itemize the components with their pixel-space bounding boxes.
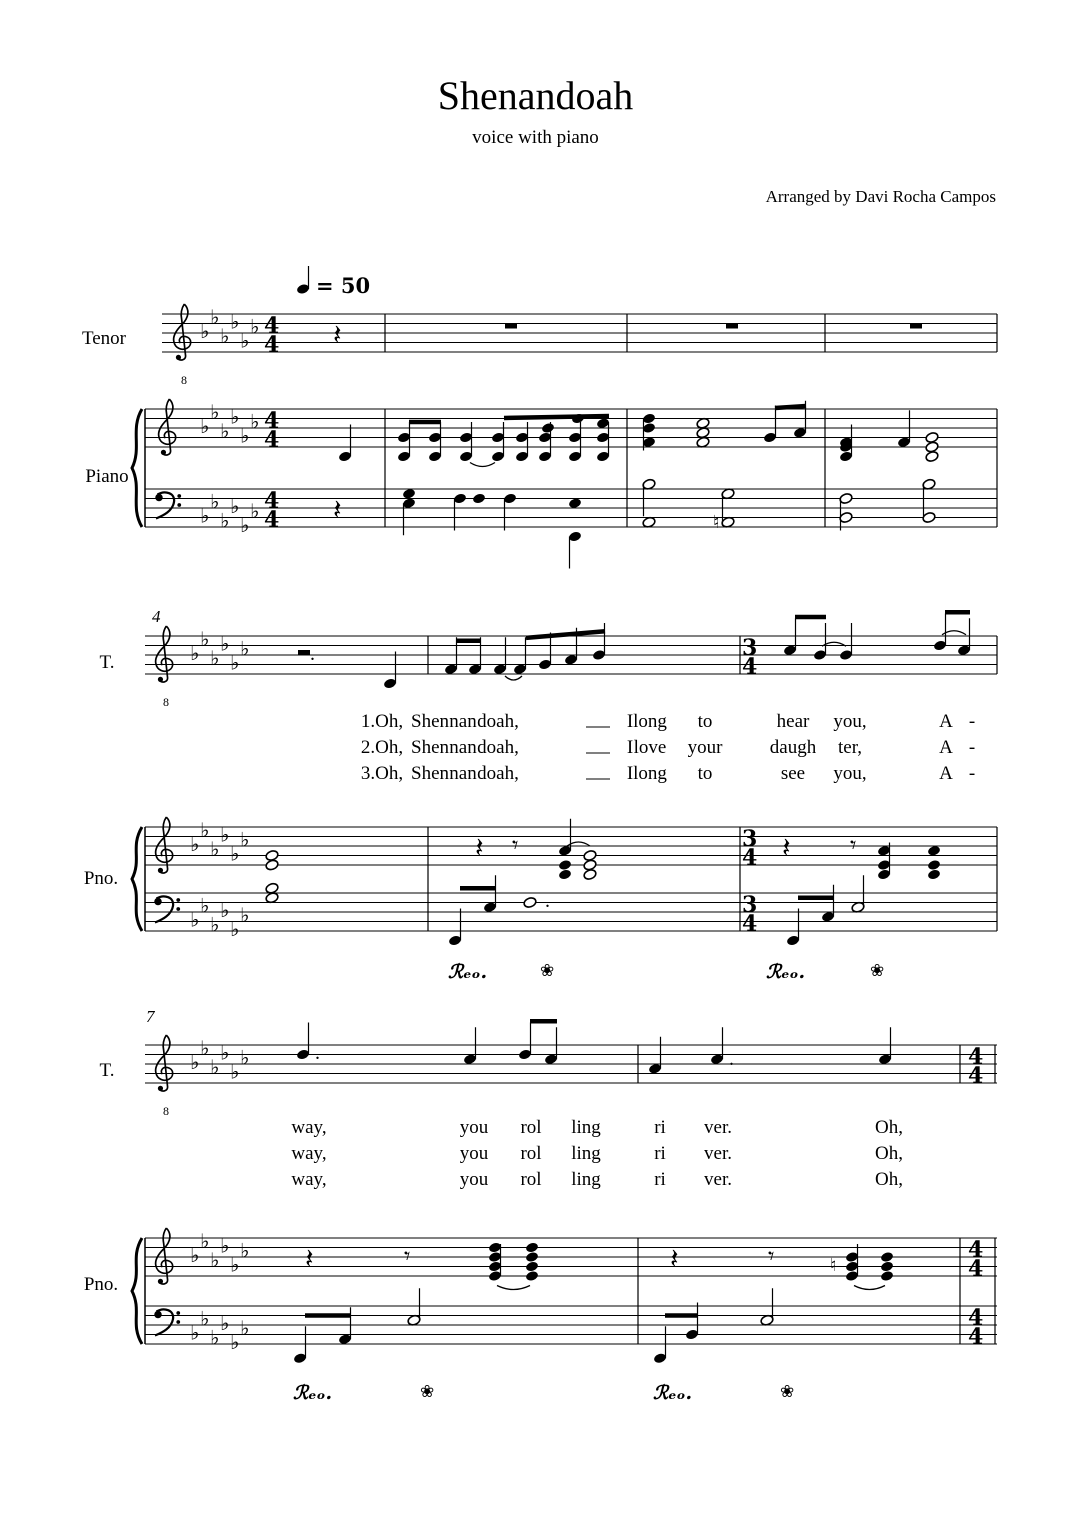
flat-accidental: ♭ — [240, 513, 250, 537]
quarter-rest: 𝄽 — [305, 1242, 314, 1275]
whole-rest — [505, 324, 517, 329]
lyric-syllable: Oh, — [875, 1117, 903, 1138]
pedal-down-mark: ℛₑₒ. — [293, 1382, 333, 1404]
time-signature-denominator: 4 — [264, 507, 280, 533]
quarter-rest: 𝄽 — [670, 1242, 679, 1275]
eighth-rest: 𝄾 — [404, 1242, 411, 1270]
lyric-syllable: Shen — [411, 763, 449, 784]
lyric-syllable: long — [633, 711, 667, 732]
lyric-syllable: you, — [833, 763, 867, 784]
lyric-syllable: nan — [449, 711, 477, 732]
time-signature-denominator: 4 — [742, 911, 758, 937]
flat-accidental: ♭ — [210, 1054, 220, 1079]
lyric-syllable: nan — [449, 763, 477, 784]
pedal-down-mark: ℛₑₒ. — [653, 1382, 693, 1404]
time-signature-numerator: 4 — [264, 313, 280, 339]
flat-accidental: ♭ — [240, 423, 250, 448]
lyric-syllable: ri — [654, 1143, 666, 1164]
tie — [497, 1286, 530, 1290]
beam — [526, 631, 605, 638]
lyric-syllable: ri — [654, 1117, 666, 1138]
beam — [504, 416, 609, 418]
flat-accidental: ♭ — [220, 323, 230, 348]
notehead — [880, 1251, 894, 1263]
pedal-up-mark: ❀ — [870, 961, 885, 981]
tie — [854, 1286, 885, 1290]
lyric-syllable: way, — [291, 1143, 327, 1164]
flat-accidental: ♭ — [220, 898, 230, 922]
lyric-syllable: ling — [571, 1143, 601, 1164]
pedal-up-mark: ❀ — [540, 961, 555, 981]
lyric-syllable: way, — [291, 1169, 327, 1190]
lyric-syllable: doah, — [477, 763, 519, 784]
measure-number: 7 — [146, 1007, 155, 1026]
lyric-syllable: 1.Oh, — [360, 711, 404, 732]
time-signature-numerator: 4 — [968, 1044, 984, 1070]
flat-accidental: ♭ — [230, 1330, 240, 1354]
flat-accidental: ♭ — [230, 1252, 240, 1277]
notehead — [558, 859, 572, 871]
lyric-syllable: - — [968, 711, 976, 732]
notehead — [525, 1241, 539, 1253]
lyric-syllable: your — [687, 737, 723, 758]
notehead — [927, 868, 941, 880]
lyric-syllable: 2.Oh, — [360, 737, 404, 758]
notehead — [541, 422, 555, 434]
bass-clef-icon — [154, 896, 180, 922]
flat-accidental: ♭ — [240, 1315, 250, 1340]
lyric-syllable: nan — [449, 737, 477, 758]
time-signature-numerator: 4 — [968, 1305, 984, 1331]
octave-marker: 8 — [181, 373, 187, 387]
notehead — [880, 1270, 894, 1282]
time-signature-denominator: 4 — [264, 427, 280, 453]
flat-accidental: ♭ — [200, 1035, 210, 1060]
tenor-label: Tenor — [81, 328, 127, 349]
lyric-syllable: love — [633, 737, 667, 758]
piano-brace — [132, 409, 142, 527]
lyric-syllable: see — [780, 763, 806, 784]
flat-accidental: ♭ — [240, 827, 250, 852]
flat-accidental: ♭ — [220, 508, 230, 533]
flat-accidental: ♭ — [200, 626, 210, 651]
notehead — [880, 1260, 894, 1272]
quarter-rest: 𝄽 — [475, 831, 484, 864]
flat-accidental: ♭ — [210, 1325, 220, 1350]
tie — [470, 463, 495, 467]
notehead — [558, 868, 572, 880]
lyric-syllable: A — [939, 737, 953, 758]
tenor-short-label: T. — [99, 1060, 115, 1081]
lyric-syllable: ter, — [837, 737, 863, 758]
notehead — [525, 1260, 539, 1272]
lyric-syllable: ver. — [704, 1143, 732, 1164]
flat-accidental: ♭ — [230, 650, 240, 675]
flat-accidental: ♭ — [250, 498, 260, 523]
flat-accidental: ♭ — [220, 1040, 230, 1065]
flat-accidental: ♭ — [190, 1243, 200, 1267]
flat-accidental: ♭ — [200, 817, 210, 842]
lyric-syllable: rol — [520, 1117, 542, 1138]
lyric-syllable: doah, — [477, 737, 519, 758]
octave-marker: 8 — [163, 1104, 169, 1118]
time-signature-denominator: 4 — [264, 332, 280, 358]
flat-accidental: ♭ — [230, 1059, 240, 1084]
piano-label: Piano — [85, 466, 129, 487]
notehead — [583, 849, 597, 861]
bass-clef-icon — [154, 1309, 180, 1335]
notehead — [525, 1270, 539, 1282]
time-signature-numerator: 4 — [264, 488, 280, 514]
time-signature-numerator: 3 — [742, 892, 758, 918]
flat-accidental: ♭ — [240, 328, 250, 353]
flat-accidental: ♭ — [240, 636, 250, 661]
flat-accidental: ♭ — [210, 645, 220, 670]
flat-accidental: ♭ — [210, 912, 220, 937]
measure-number: 4 — [152, 607, 161, 626]
time-signature-numerator: 4 — [968, 1237, 984, 1263]
lyric-syllable: ver. — [704, 1117, 732, 1138]
flat-accidental: ♭ — [210, 836, 220, 861]
lyric-syllable: to — [697, 763, 713, 784]
lyric-syllable: you — [459, 1143, 489, 1164]
flat-accidental: ♭ — [210, 399, 220, 424]
lyric-syllable: I — [626, 737, 634, 758]
lyric-syllable: rol — [520, 1143, 542, 1164]
lyric-syllable: you, — [833, 711, 867, 732]
time-signature-numerator: 3 — [742, 635, 758, 661]
lyric-syllable: hear — [776, 711, 810, 732]
piano-short-label: Pno. — [83, 1274, 119, 1295]
flat-accidental: ♭ — [230, 309, 240, 334]
notehead — [583, 868, 597, 880]
quarter-rest: 𝄽 — [333, 318, 342, 351]
flat-accidental: ♭ — [190, 641, 200, 665]
notehead — [265, 849, 279, 861]
lyric-syllable: - — [968, 737, 976, 758]
flat-accidental: ♭ — [190, 832, 200, 856]
lyric-syllable: daugh — [769, 737, 817, 758]
tenor-short-label: T. — [99, 652, 115, 673]
flat-accidental: ♭ — [210, 304, 220, 329]
time-signature-denominator: 4 — [968, 1324, 984, 1350]
lyric-syllable: ver. — [704, 1169, 732, 1190]
lyric-syllable: you — [459, 1169, 489, 1190]
lyric-syllable: A — [939, 711, 953, 732]
flat-accidental: ♭ — [200, 319, 210, 343]
lyric-syllable: doah, — [477, 711, 519, 732]
arranger-credit: Arranged by Davi Rocha Campos — [765, 187, 996, 206]
flat-accidental: ♭ — [190, 1320, 200, 1345]
flat-accidental: ♭ — [230, 404, 240, 429]
dot: . — [315, 1042, 320, 1064]
lyric-syllable: Oh, — [875, 1143, 903, 1164]
tie — [505, 676, 522, 680]
lyric-syllable: 3.Oh, — [360, 763, 404, 784]
natural-accidental: ♮ — [830, 1255, 837, 1276]
flat-accidental: ♭ — [230, 917, 240, 941]
score-title: Shenandoah — [437, 73, 634, 118]
pedal-up-mark: ❀ — [420, 1382, 435, 1402]
dot: . — [545, 890, 550, 912]
flat-accidental: ♭ — [200, 1228, 210, 1253]
flat-accidental: ♭ — [250, 314, 260, 339]
lyric-syllable: ling — [571, 1117, 601, 1138]
octave-marker: 8 — [163, 695, 169, 709]
quarter-rest: 𝄽 — [782, 831, 791, 864]
flat-accidental: ♭ — [200, 414, 210, 438]
pedal-down-mark: ℛₑₒ. — [766, 961, 806, 983]
lyric-syllable: Oh, — [875, 1169, 903, 1190]
eighth-rest: 𝄾 — [512, 831, 519, 859]
whole-rest — [726, 324, 738, 329]
lyric-syllable: Shen — [411, 711, 449, 732]
lyric-syllable: ri — [654, 1169, 666, 1190]
lyric-syllable: ling — [571, 1169, 601, 1190]
lyric-syllable: - — [968, 763, 976, 784]
flat-accidental: ♭ — [190, 1050, 200, 1074]
flat-accidental: ♭ — [230, 841, 240, 866]
time-signature-denominator: 4 — [968, 1063, 984, 1089]
piano-brace — [132, 827, 142, 931]
eighth-rest: 𝄾 — [850, 831, 857, 859]
flat-accidental: ♭ — [240, 1045, 250, 1070]
whole-rest — [910, 324, 922, 329]
lyric-syllable: rol — [520, 1169, 542, 1190]
score-subtitle: voice with piano — [472, 127, 599, 148]
tempo-marking: = 50 — [316, 273, 371, 298]
flat-accidental: ♭ — [220, 1233, 230, 1258]
flat-accidental: ♭ — [210, 489, 220, 514]
lyric-syllable: way, — [291, 1117, 327, 1138]
notehead — [925, 450, 939, 462]
dot: . — [310, 643, 315, 665]
natural-accidental: ♮ — [713, 512, 720, 533]
bass-clef-icon — [155, 492, 181, 518]
lyric-syllable: to — [697, 711, 713, 732]
flat-accidental: ♭ — [240, 902, 250, 927]
flat-accidental: ♭ — [220, 418, 230, 443]
lyric-syllable: long — [633, 763, 667, 784]
notehead — [472, 492, 486, 504]
time-signature-numerator: 4 — [264, 408, 280, 434]
notehead — [525, 1251, 539, 1263]
lyric-syllable: A — [939, 763, 953, 784]
flat-accidental: ♭ — [220, 1311, 230, 1335]
piano-short-label: Pno. — [83, 868, 119, 889]
flat-accidental: ♭ — [220, 822, 230, 847]
quarter-rest: 𝄽 — [333, 493, 342, 526]
notehead — [523, 896, 537, 908]
flat-accidental: ♭ — [250, 409, 260, 434]
time-signature-denominator: 4 — [742, 654, 758, 680]
notehead — [571, 412, 585, 424]
flat-accidental: ♭ — [200, 893, 210, 918]
lyric-syllable: Shen — [411, 737, 449, 758]
eighth-rest: 𝄾 — [768, 1242, 775, 1270]
pedal-down-mark: ℛₑₒ. — [448, 961, 488, 983]
notehead — [927, 859, 941, 871]
flat-accidental: ♭ — [220, 631, 230, 656]
time-signature-numerator: 3 — [742, 826, 758, 852]
flat-accidental: ♭ — [190, 907, 200, 932]
flat-accidental: ♭ — [240, 1238, 250, 1263]
dot: . — [729, 1048, 734, 1070]
time-signature-denominator: 4 — [742, 845, 758, 871]
pedal-up-mark: ❀ — [780, 1382, 795, 1402]
lyric-syllable: I — [626, 763, 634, 784]
lyric-syllable: I — [626, 711, 634, 732]
flat-accidental: ♭ — [230, 494, 240, 518]
beam — [775, 406, 806, 408]
flat-accidental: ♭ — [200, 1306, 210, 1331]
flat-accidental: ♭ — [210, 1247, 220, 1272]
half-rest — [298, 650, 310, 655]
piano-brace — [132, 1238, 142, 1344]
time-signature-denominator: 4 — [968, 1256, 984, 1282]
flat-accidental: ♭ — [200, 503, 210, 528]
lyric-syllable: you — [459, 1117, 489, 1138]
